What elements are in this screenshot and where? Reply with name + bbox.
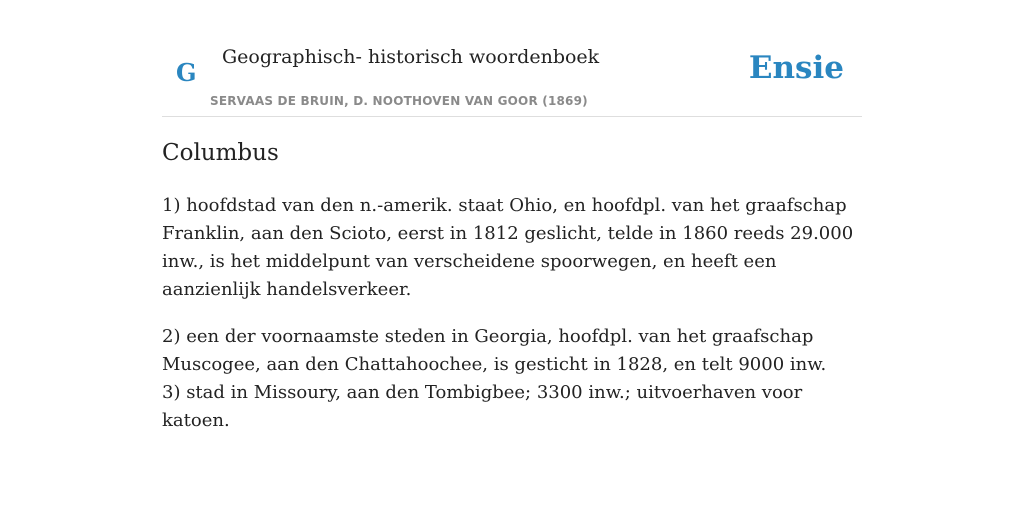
entry-paragraph-3: 3) stad in Missoury, aan den Tombigbee; 3300 inw.; uitvoerhaven voor katoen. — [162, 382, 803, 431]
ensie-logo-link[interactable]: Ensie — [748, 50, 844, 86]
entry-body — [162, 192, 862, 435]
dictionary-title-link[interactable]: Geographisch- historisch woordenboek — [222, 46, 600, 68]
entry-title: Columbus — [162, 140, 279, 166]
dictionary-header — [162, 38, 862, 117]
dictionary-authors: SERVAAS DE BRUIN, D. NOOTHOVEN VAN GOOR (1869) — [210, 94, 588, 108]
dictionary-badge: G — [176, 58, 197, 87]
entry-paragraph-1: 1) hoofdstad van den n.-amerik. staat Ohio, en hoofdpl. van het graafschap Franklin, aan den Scioto, eerst in 1812 geslicht, telde in 1860 reeds 29.000 inw., is het middelpunt van verscheidene spoorwegen, en heeft een aanzienlijk handelsverkeer. — [162, 195, 854, 300]
entry-paragraph-2: 2) een der voornaamste steden in Georgia, hoofdpl. van het graafschap Muscogee, aan den Chattahoochee, is gesticht in 1828, en telt 9000 inw. — [162, 326, 827, 375]
